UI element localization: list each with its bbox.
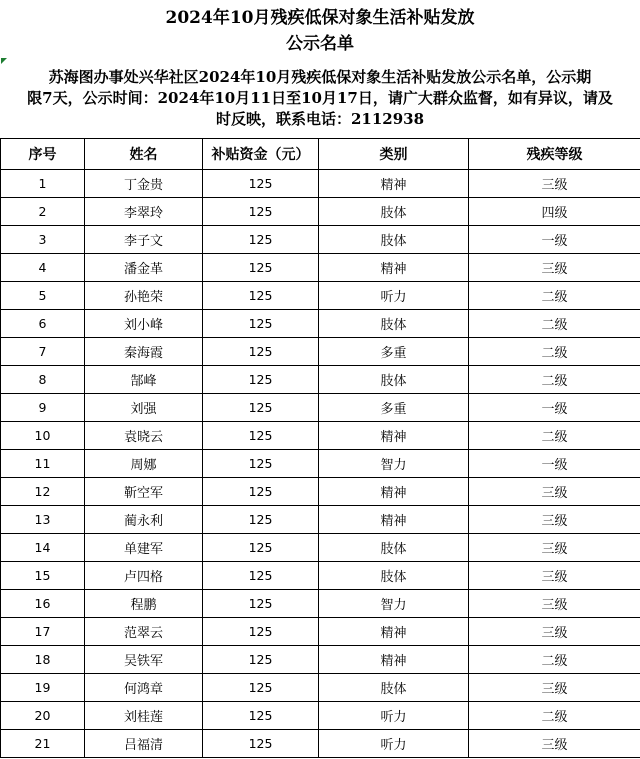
cell-category[interactable]: 多重 (319, 338, 469, 366)
table-row (1, 702, 640, 730)
cell-category[interactable]: 精神 (319, 422, 469, 450)
cell-name[interactable]: 丁金贵 (85, 170, 203, 198)
cell-amount[interactable]: 125 (203, 702, 319, 730)
cell-category[interactable]: 精神 (319, 170, 469, 198)
table-row (1, 534, 640, 562)
table-row (1, 310, 640, 338)
cell-name[interactable]: 卢四格 (85, 562, 203, 590)
cell-index[interactable]: 19 (1, 674, 85, 702)
cell-grade[interactable]: 三级 (469, 534, 640, 562)
document-title (0, 0, 640, 62)
cell-index[interactable]: 6 (1, 310, 85, 338)
header-index[interactable]: 序号 (1, 139, 85, 170)
cell-category[interactable]: 肢体 (319, 366, 469, 394)
cell-name[interactable]: 袁晓云 (85, 422, 203, 450)
cell-category[interactable]: 听力 (319, 702, 469, 730)
cell-amount[interactable]: 125 (203, 310, 319, 338)
header-grade[interactable]: 残疾等级 (469, 139, 640, 170)
cell-amount[interactable]: 125 (203, 618, 319, 646)
cell-index[interactable]: 4 (1, 254, 85, 282)
cell-name[interactable]: 靳空军 (85, 478, 203, 506)
cell-grade[interactable]: 二级 (469, 366, 640, 394)
cell-grade[interactable]: 二级 (469, 422, 640, 450)
cell-grade[interactable]: 三级 (469, 730, 640, 758)
cell-name[interactable]: 刘强 (85, 394, 203, 422)
cell-category[interactable]: 肢体 (319, 310, 469, 338)
cell-grade[interactable]: 三级 (469, 618, 640, 646)
cell-category[interactable]: 肢体 (319, 198, 469, 226)
table-row (1, 506, 640, 534)
cell-grade[interactable]: 三级 (469, 506, 640, 534)
cell-index[interactable]: 1 (1, 170, 85, 198)
cell-category[interactable]: 精神 (319, 618, 469, 646)
cell-category[interactable]: 听力 (319, 730, 469, 758)
cell-grade[interactable]: 二级 (469, 646, 640, 674)
cell-grade[interactable]: 三级 (469, 170, 640, 198)
cell-name[interactable]: 李翠玲 (85, 198, 203, 226)
cell-name[interactable]: 吕福清 (85, 730, 203, 758)
cell-amount[interactable]: 125 (203, 198, 319, 226)
cell-index[interactable]: 12 (1, 478, 85, 506)
cell-amount[interactable]: 125 (203, 422, 319, 450)
cell-amount[interactable]: 125 (203, 226, 319, 254)
cell-amount[interactable]: 125 (203, 730, 319, 758)
cell-index[interactable]: 11 (1, 450, 85, 478)
cell-index[interactable]: 20 (1, 702, 85, 730)
public-notice (0, 64, 640, 134)
cell-amount[interactable]: 125 (203, 674, 319, 702)
cell-category[interactable]: 肢体 (319, 226, 469, 254)
cell-category[interactable]: 精神 (319, 254, 469, 282)
cell-name[interactable]: 单建军 (85, 534, 203, 562)
cell-amount[interactable]: 125 (203, 646, 319, 674)
table-row (1, 618, 640, 646)
cell-index[interactable]: 17 (1, 618, 85, 646)
notice-line-2: 限7天，公示时间：2024年10月11日至10月17日，请广大群众监督，如有异议，请及 (27, 89, 613, 107)
cell-index[interactable]: 2 (1, 198, 85, 226)
table-row (1, 254, 640, 282)
table-row (1, 226, 640, 254)
cell-category[interactable]: 精神 (319, 646, 469, 674)
table-row (1, 422, 640, 450)
notice-line-3: 时反映，联系电话：2112938 (215, 110, 425, 128)
cell-amount[interactable]: 125 (203, 450, 319, 478)
header-category[interactable]: 类别 (319, 139, 469, 170)
cell-grade[interactable]: 四级 (469, 198, 640, 226)
cell-grade[interactable]: 二级 (469, 702, 640, 730)
cell-name[interactable]: 刘桂莲 (85, 702, 203, 730)
table-row (1, 590, 640, 618)
cell-category[interactable]: 肢体 (319, 674, 469, 702)
cell-name[interactable]: 李子文 (85, 226, 203, 254)
table-row (1, 394, 640, 422)
cell-index[interactable]: 10 (1, 422, 85, 450)
table-row (1, 562, 640, 590)
cell-index[interactable]: 7 (1, 338, 85, 366)
header-name[interactable]: 姓名 (85, 139, 203, 170)
cell-category[interactable]: 听力 (319, 282, 469, 310)
cell-amount[interactable]: 125 (203, 562, 319, 590)
table-row (1, 646, 640, 674)
table-row (1, 730, 640, 758)
table-row (1, 198, 640, 226)
cell-amount[interactable]: 125 (203, 478, 319, 506)
cell-name[interactable]: 刘小峰 (85, 310, 203, 338)
cell-name[interactable]: 吴铁军 (85, 646, 203, 674)
cell-name[interactable]: 范翠云 (85, 618, 203, 646)
cell-index[interactable]: 16 (1, 590, 85, 618)
cell-grade[interactable]: 二级 (469, 338, 640, 366)
cell-amount[interactable]: 125 (203, 394, 319, 422)
cell-index[interactable]: 5 (1, 282, 85, 310)
table-body (1, 170, 640, 758)
cell-name[interactable]: 孙艳荣 (85, 282, 203, 310)
table-row (1, 338, 640, 366)
table-row (1, 366, 640, 394)
cell-index[interactable]: 14 (1, 534, 85, 562)
cell-name[interactable]: 潘金革 (85, 254, 203, 282)
cell-grade[interactable]: 三级 (469, 478, 640, 506)
cell-amount[interactable]: 125 (203, 338, 319, 366)
table-header-row (1, 139, 640, 170)
recipient-table (0, 138, 640, 758)
cell-grade[interactable]: 一级 (469, 394, 640, 422)
title-line-2: 公示名单 (286, 34, 354, 54)
cell-category[interactable]: 多重 (319, 394, 469, 422)
cell-grade[interactable]: 一级 (469, 226, 640, 254)
cell-name[interactable]: 何鸿章 (85, 674, 203, 702)
cell-grade[interactable]: 二级 (469, 282, 640, 310)
cell-grade[interactable]: 三级 (469, 674, 640, 702)
cell-name[interactable]: 程鹏 (85, 590, 203, 618)
cell-name[interactable]: 周娜 (85, 450, 203, 478)
cell-index[interactable]: 21 (1, 730, 85, 758)
cell-grade[interactable]: 二级 (469, 310, 640, 338)
cell-amount[interactable]: 125 (203, 254, 319, 282)
cell-index[interactable]: 18 (1, 646, 85, 674)
cell-amount[interactable]: 125 (203, 282, 319, 310)
cell-name[interactable]: 蔺永利 (85, 506, 203, 534)
cell-grade[interactable]: 一级 (469, 450, 640, 478)
cell-name[interactable]: 秦海霞 (85, 338, 203, 366)
cell-grade[interactable]: 三级 (469, 590, 640, 618)
cell-grade[interactable]: 三级 (469, 562, 640, 590)
cell-amount[interactable]: 125 (203, 534, 319, 562)
cell-index[interactable]: 8 (1, 366, 85, 394)
table-row (1, 674, 640, 702)
table-row (1, 478, 640, 506)
table-row (1, 282, 640, 310)
cell-amount[interactable]: 125 (203, 506, 319, 534)
cell-category[interactable]: 智力 (319, 590, 469, 618)
cell-index[interactable]: 3 (1, 226, 85, 254)
title-line-1: 2024年10月残疾低保对象生活补贴发放 (165, 8, 475, 28)
cell-name[interactable]: 郜峰 (85, 366, 203, 394)
cell-amount[interactable]: 125 (203, 170, 319, 198)
cell-category[interactable]: 肢体 (319, 562, 469, 590)
table-row (1, 450, 640, 478)
table-row (1, 170, 640, 198)
cell-index[interactable]: 13 (1, 506, 85, 534)
cell-category[interactable]: 精神 (319, 506, 469, 534)
cell-amount[interactable]: 125 (203, 590, 319, 618)
notice-line-1: 苏海图办事处兴华社区2024年10月残疾低保对象生活补贴发放公示名单，公示期 (48, 68, 592, 86)
header-amount[interactable]: 补贴资金（元） (203, 139, 319, 170)
cell-index[interactable]: 9 (1, 394, 85, 422)
cell-category[interactable]: 精神 (319, 478, 469, 506)
cell-amount[interactable]: 125 (203, 366, 319, 394)
cell-category[interactable]: 智力 (319, 450, 469, 478)
cell-category[interactable]: 肢体 (319, 534, 469, 562)
cell-index[interactable]: 15 (1, 562, 85, 590)
cell-grade[interactable]: 三级 (469, 254, 640, 282)
